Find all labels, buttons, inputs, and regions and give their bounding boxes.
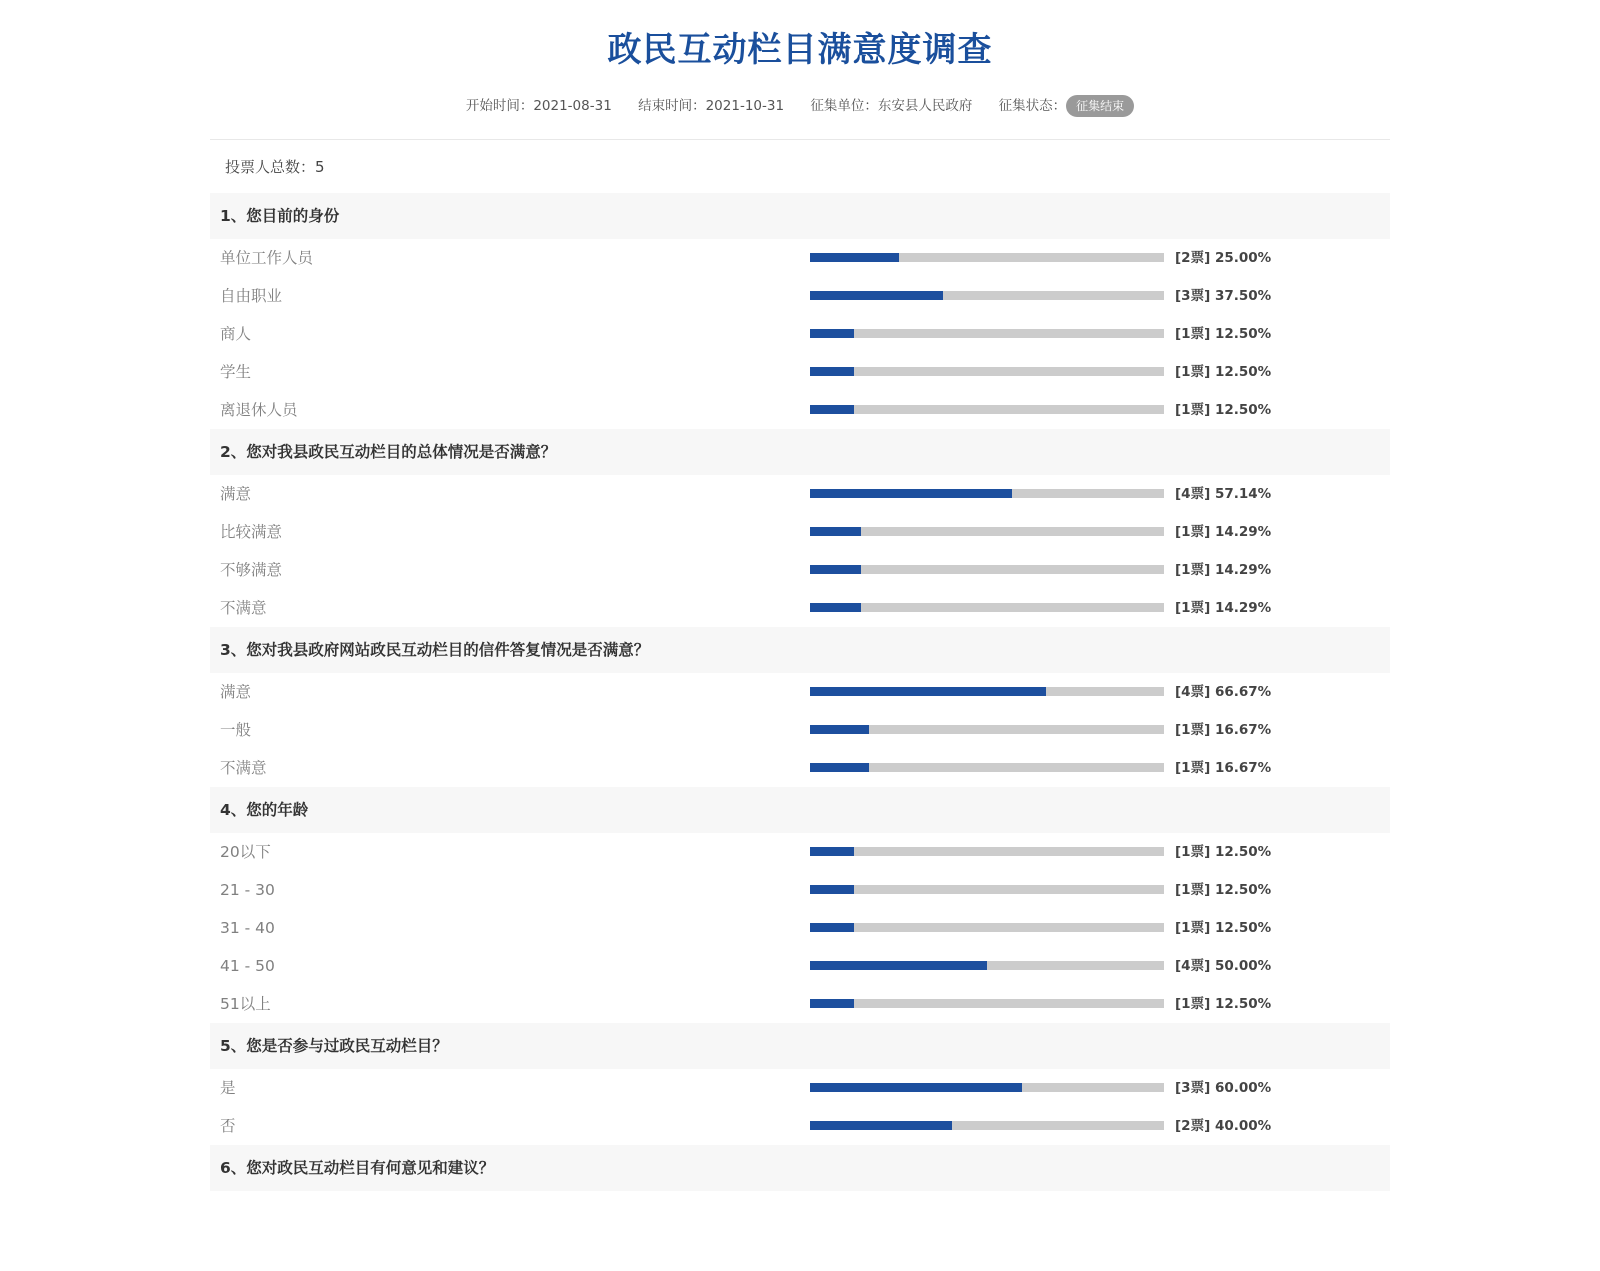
progress-bar [810,1121,1164,1130]
option-label: 自由职业 [220,287,283,305]
header-divider [210,139,1390,140]
vote-count: [1票] [1175,760,1211,776]
survey-meta [0,94,1600,118]
progress-bar [810,725,1164,734]
collecting-status [999,94,1135,118]
vote-percent: 40.00% [1214,1118,1272,1134]
total-voters [225,156,325,177]
option-row [210,513,1390,551]
progress-bar [810,489,1164,498]
progress-bar-fill [810,405,854,414]
vote-percent: 14.29% [1214,562,1272,578]
option-label: 否 [220,1117,236,1135]
vote-percent: 60.00% [1214,1080,1272,1096]
vote-percent: 12.50% [1214,996,1272,1012]
start-time-value: 2021-08-31 [533,98,612,114]
option-label: 不够满意 [220,561,283,579]
vote-percent: 12.50% [1214,402,1272,418]
progress-bar-fill [810,367,854,376]
option-row [210,749,1390,787]
end-time-value: 2021-10-31 [705,98,785,114]
progress-bar-fill [810,999,854,1008]
progress-bar-fill [810,565,861,574]
end-time-label: 结束时间： [638,98,706,114]
option-stat [1175,391,1271,429]
option-row [210,589,1390,627]
vote-count: [1票] [1175,562,1211,578]
total-voters-label: 投票人总数： [225,158,316,176]
collecting-unit [810,94,972,118]
vote-count: [4票] [1175,684,1211,700]
option-stat [1175,353,1271,391]
status-badge: 征集结束 [1066,95,1134,117]
progress-bar [810,367,1164,376]
option-stat [1175,589,1271,627]
option-label: 离退休人员 [220,401,298,419]
vote-count: [1票] [1175,920,1211,936]
vote-percent: 12.50% [1214,364,1272,380]
progress-bar [810,999,1164,1008]
end-time [638,94,784,118]
option-stat [1175,1069,1271,1107]
vote-percent: 50.00% [1214,958,1272,974]
option-stat [1175,1107,1271,1145]
option-row [210,353,1390,391]
progress-bar-fill [810,603,861,612]
progress-bar-fill [810,489,1012,498]
collecting-status-label: 征集状态： [998,98,1067,114]
vote-percent: 16.67% [1214,722,1272,738]
vote-percent: 37.50% [1214,288,1272,304]
vote-count: [1票] [1175,524,1211,540]
progress-bar [810,405,1164,414]
vote-percent: 12.50% [1214,844,1272,860]
option-row [210,711,1390,749]
progress-bar-fill [810,687,1046,696]
option-row [210,871,1390,909]
vote-count: [1票] [1175,600,1211,616]
option-row [210,1069,1390,1107]
vote-percent: 12.50% [1214,326,1272,342]
vote-count: [2票] [1175,1118,1211,1134]
vote-percent: 25.00% [1214,250,1272,266]
option-stat [1175,749,1271,787]
option-stat [1175,315,1271,353]
option-label: 学生 [220,363,252,381]
vote-count: [1票] [1175,996,1211,1012]
progress-bar-fill [810,725,869,734]
vote-count: [1票] [1175,402,1211,418]
progress-bar-fill [810,253,899,262]
option-label: 31 - 40 [220,919,275,937]
vote-percent: 16.67% [1214,760,1272,776]
option-label: 一般 [220,721,252,739]
page-title: 政民互动栏目满意度调查 [607,30,993,70]
option-row [210,391,1390,429]
option-stat [1175,909,1271,947]
progress-bar-fill [810,885,854,894]
progress-bar [810,847,1164,856]
option-label: 满意 [220,683,252,701]
option-row [210,475,1390,513]
option-row [210,1107,1390,1145]
total-voters-value: 5 [315,158,325,176]
option-stat [1175,475,1271,513]
option-stat [1175,711,1271,749]
vote-count: [2票] [1175,250,1211,266]
option-row [210,315,1390,353]
option-row [210,909,1390,947]
option-label: 20以下 [220,843,271,861]
option-row [210,833,1390,871]
option-row [210,673,1390,711]
option-label: 比较满意 [220,523,283,541]
progress-bar [810,253,1164,262]
vote-count: [3票] [1175,288,1211,304]
question-title: 6、您对政民互动栏目有何意见和建议？ [210,1145,1390,1191]
collecting-unit-value: 东安县人民政府 [877,98,973,114]
option-label: 是 [220,1079,236,1097]
vote-count: [1票] [1175,844,1211,860]
option-stat [1175,551,1271,589]
option-label: 不满意 [220,759,267,777]
question-title: 5、您是否参与过政民互动栏目？ [210,1023,1390,1069]
option-label: 满意 [220,485,252,503]
vote-count: [3票] [1175,1080,1211,1096]
progress-bar-fill [810,329,854,338]
question-title: 2、您对我县政民互动栏目的总体情况是否满意？ [210,429,1390,475]
vote-count: [1票] [1175,364,1211,380]
vote-count: [4票] [1175,958,1211,974]
option-row [210,985,1390,1023]
vote-percent: 12.50% [1214,920,1272,936]
option-stat [1175,239,1271,277]
option-label: 不满意 [220,599,267,617]
vote-percent: 14.29% [1214,600,1272,616]
option-stat [1175,673,1271,711]
progress-bar [810,527,1164,536]
start-time-label: 开始时间： [465,98,534,114]
option-row [210,947,1390,985]
progress-bar [810,291,1164,300]
option-stat [1175,985,1271,1023]
progress-bar-fill [810,961,987,970]
progress-bar [810,565,1164,574]
option-label: 21 - 30 [220,881,275,899]
option-stat [1175,277,1271,315]
question-title: 4、您的年龄 [210,787,1390,833]
vote-count: [1票] [1175,326,1211,342]
progress-bar [810,329,1164,338]
progress-bar [810,1083,1164,1092]
question-title: 3、您对我县政府网站政民互动栏目的信件答复情况是否满意？ [210,627,1390,673]
vote-percent: 12.50% [1214,882,1272,898]
option-label: 41 - 50 [220,957,275,975]
progress-bar-fill [810,847,854,856]
survey-results [210,193,1390,1191]
progress-bar [810,961,1164,970]
progress-bar-fill [810,763,869,772]
option-row [210,551,1390,589]
collecting-unit-label: 征集单位： [810,98,878,114]
progress-bar-fill [810,1121,952,1130]
start-time [466,94,612,118]
option-label: 单位工作人员 [220,249,314,267]
option-row [210,239,1390,277]
vote-count: [1票] [1175,722,1211,738]
progress-bar [810,923,1164,932]
progress-bar [810,687,1164,696]
progress-bar-fill [810,291,943,300]
option-stat [1175,513,1271,551]
option-stat [1175,947,1271,985]
vote-percent: 57.14% [1214,486,1272,502]
option-row [210,277,1390,315]
vote-percent: 14.29% [1214,524,1272,540]
progress-bar [810,603,1164,612]
progress-bar [810,885,1164,894]
option-label: 商人 [220,325,252,343]
option-stat [1175,871,1271,909]
vote-count: [1票] [1175,882,1211,898]
option-stat [1175,833,1271,871]
option-label: 51以上 [220,995,271,1013]
question-title: 1、您目前的身份 [210,193,1390,239]
progress-bar-fill [810,923,854,932]
progress-bar-fill [810,527,861,536]
progress-bar [810,763,1164,772]
vote-percent: 66.67% [1214,684,1272,700]
progress-bar-fill [810,1083,1022,1092]
vote-count: [4票] [1175,486,1211,502]
